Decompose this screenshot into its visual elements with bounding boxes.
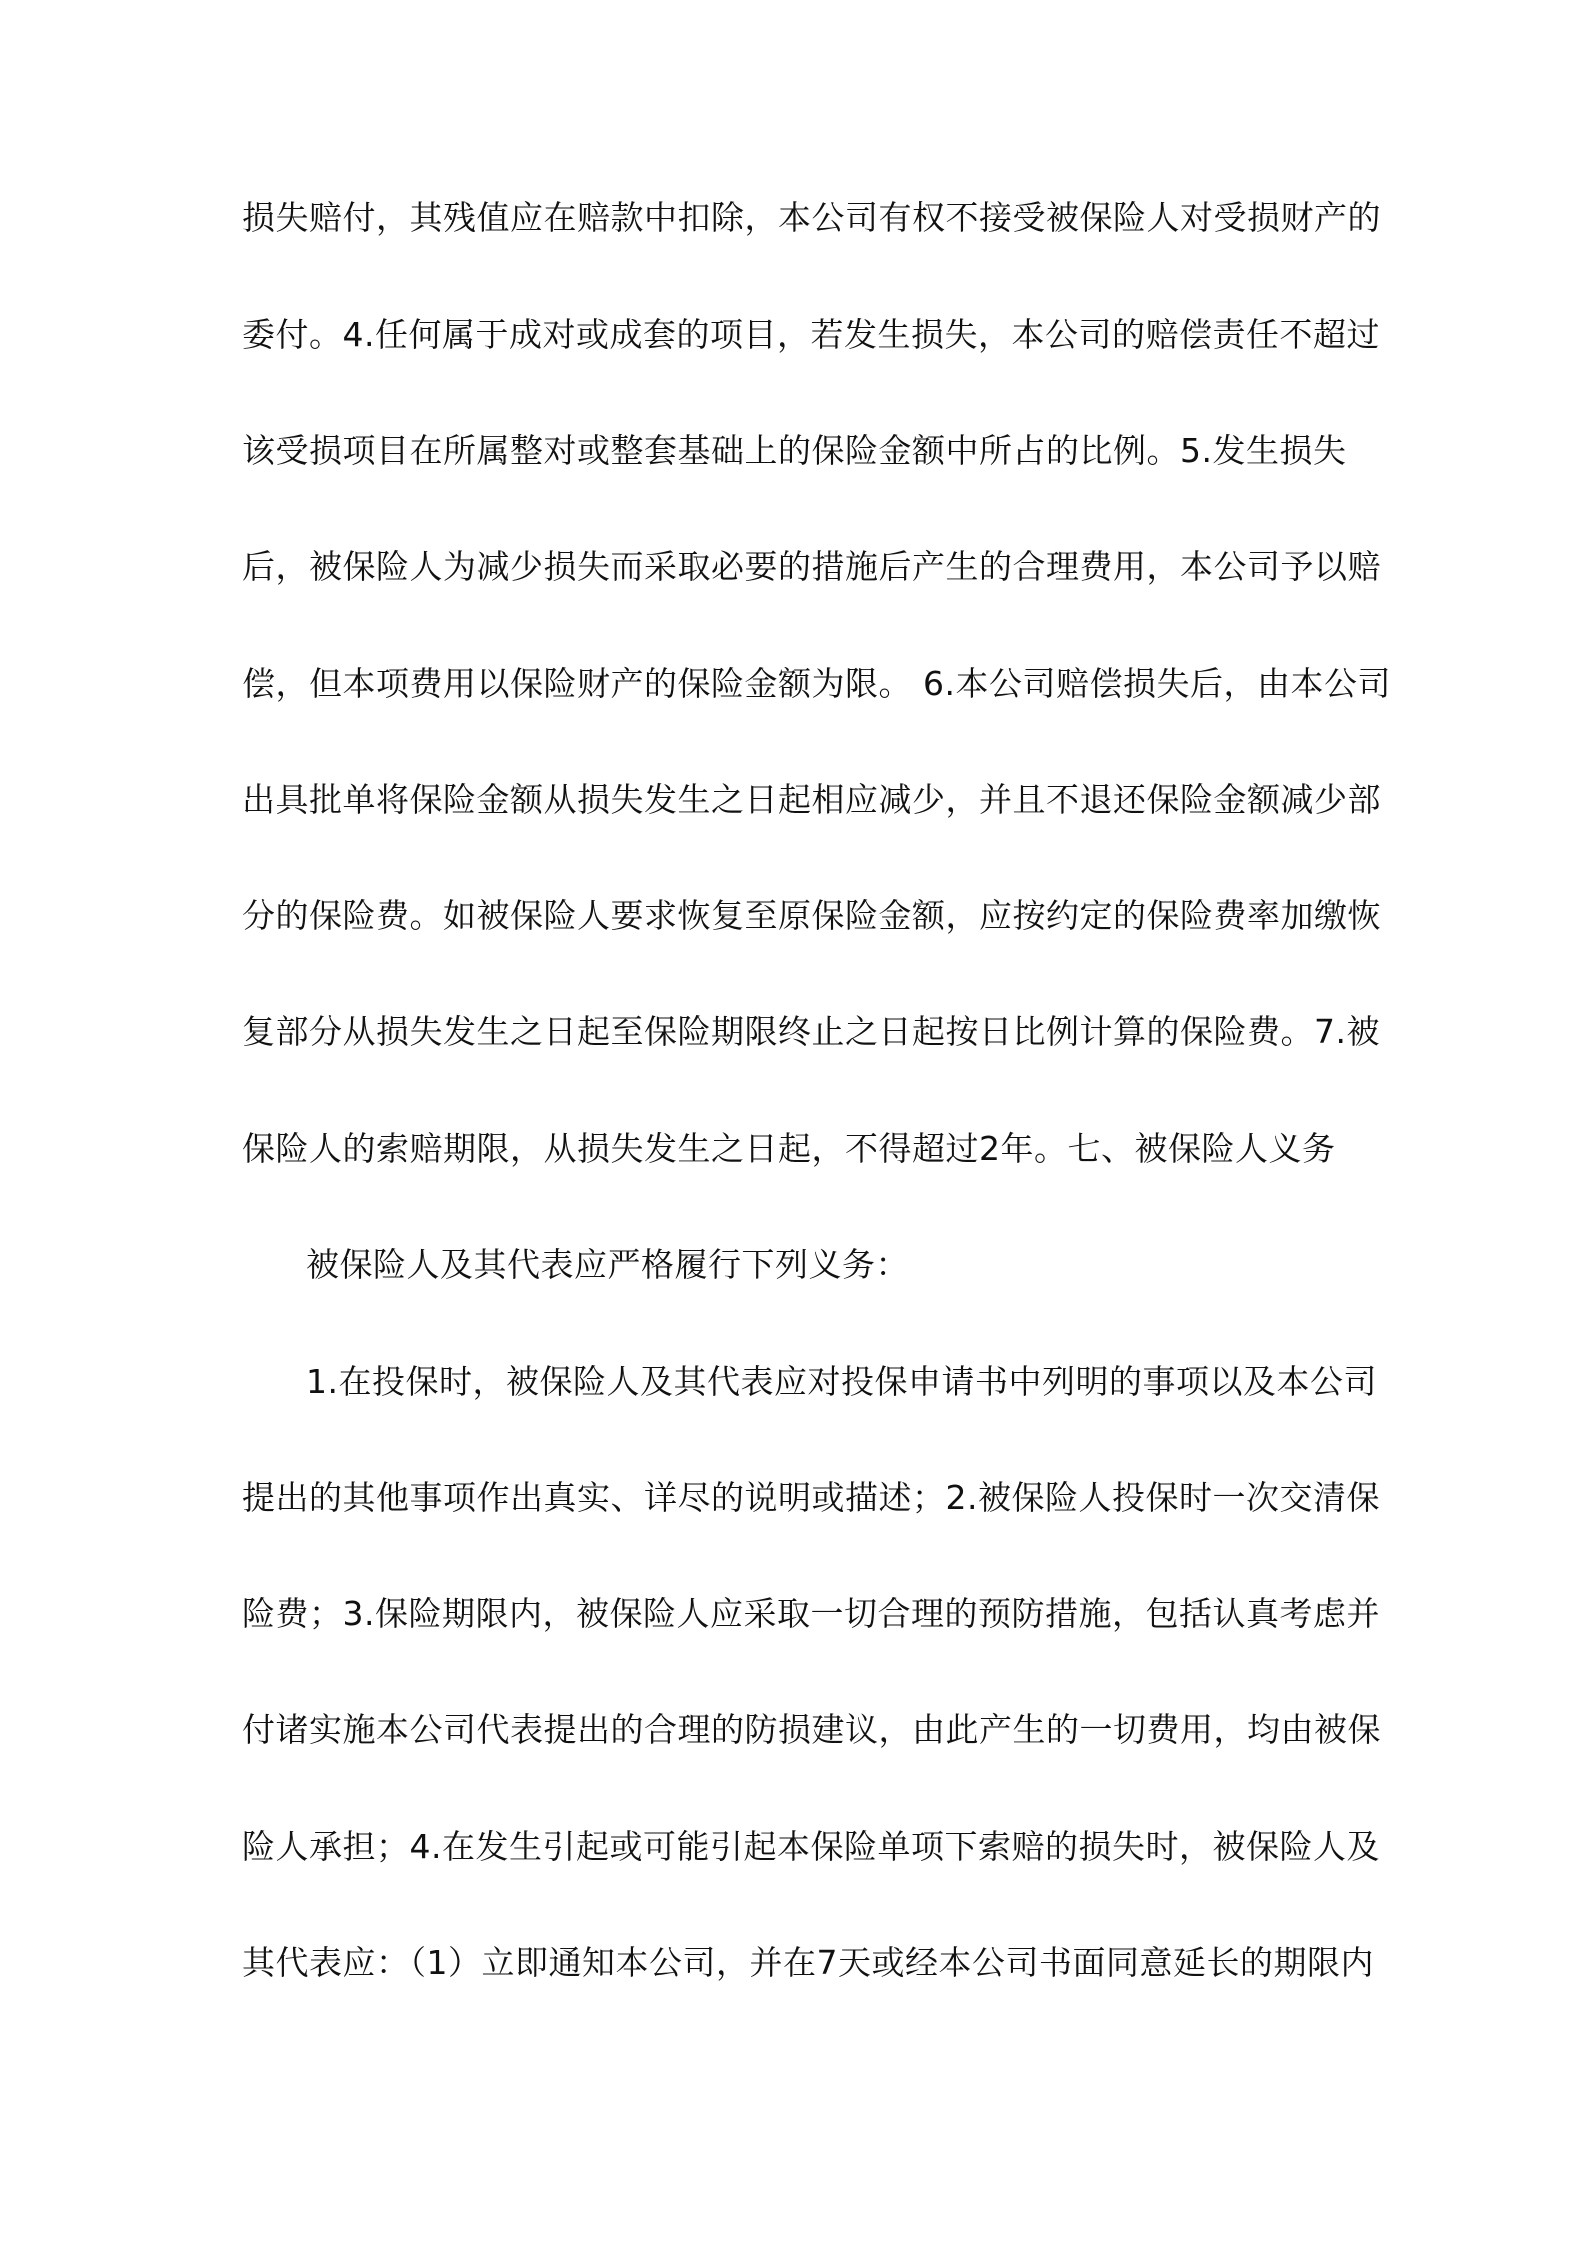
text-line-15: 险人承担；4.在发生引起或可能引起本保险单项下索赔的损失时，被保险人及 xyxy=(242,1827,1380,1866)
text-line-9: 保险人的索赔期限，从损失发生之日起，不得超过2年。七、被保险人义务 xyxy=(242,1129,1336,1168)
text-line-8: 复部分从损失发生之日起至保险期限终止之日起按日比例计算的保险费。7.被 xyxy=(242,1012,1380,1051)
text-line-5: 偿，但本项费用以保险财产的保险金额为限。 6.本公司赔偿损失后，由本公司 xyxy=(242,664,1391,703)
text-line-12: 提出的其他事项作出真实、详尽的说明或描述；2.被保险人投保时一次交清保 xyxy=(242,1478,1380,1517)
text-line-7: 分的保险费。如被保险人要求恢复至原保险金额，应按约定的保险费率加缴恢 xyxy=(242,896,1381,935)
text-line-11: 1.在投保时，被保险人及其代表应对投保申请书中列明的事项以及本公司 xyxy=(306,1362,1377,1401)
text-line-13: 险费；3.保险期限内，被保险人应采取一切合理的预防措施，包括认真考虑并 xyxy=(242,1594,1380,1633)
text-line-6: 出具批单将保险金额从损失发生之日起相应减少，并且不退还保险金额减少部 xyxy=(242,780,1381,819)
text-line-10: 被保险人及其代表应严格履行下列义务： xyxy=(306,1245,909,1284)
text-line-1: 损失赔付，其残值应在赔款中扣除，本公司有权不接受被保险人对受损财产的 xyxy=(242,198,1381,237)
text-line-16: 其代表应：（1）立即通知本公司，并在7天或经本公司书面同意延长的期限内 xyxy=(242,1943,1374,1982)
text-line-14: 付诸实施本公司代表提出的合理的防损建议，由此产生的一切费用，均由被保 xyxy=(242,1710,1381,1749)
text-line-4: 后，被保险人为减少损失而采取必要的措施后产生的合理费用，本公司予以赔 xyxy=(242,547,1381,586)
text-line-2: 委付。4.任何属于成对或成套的项目，若发生损失，本公司的赔偿责任不超过 xyxy=(242,315,1380,354)
text-line-3: 该受损项目在所属整对或整套基础上的保险金额中所占的比例。5.发生损失 xyxy=(242,431,1347,470)
